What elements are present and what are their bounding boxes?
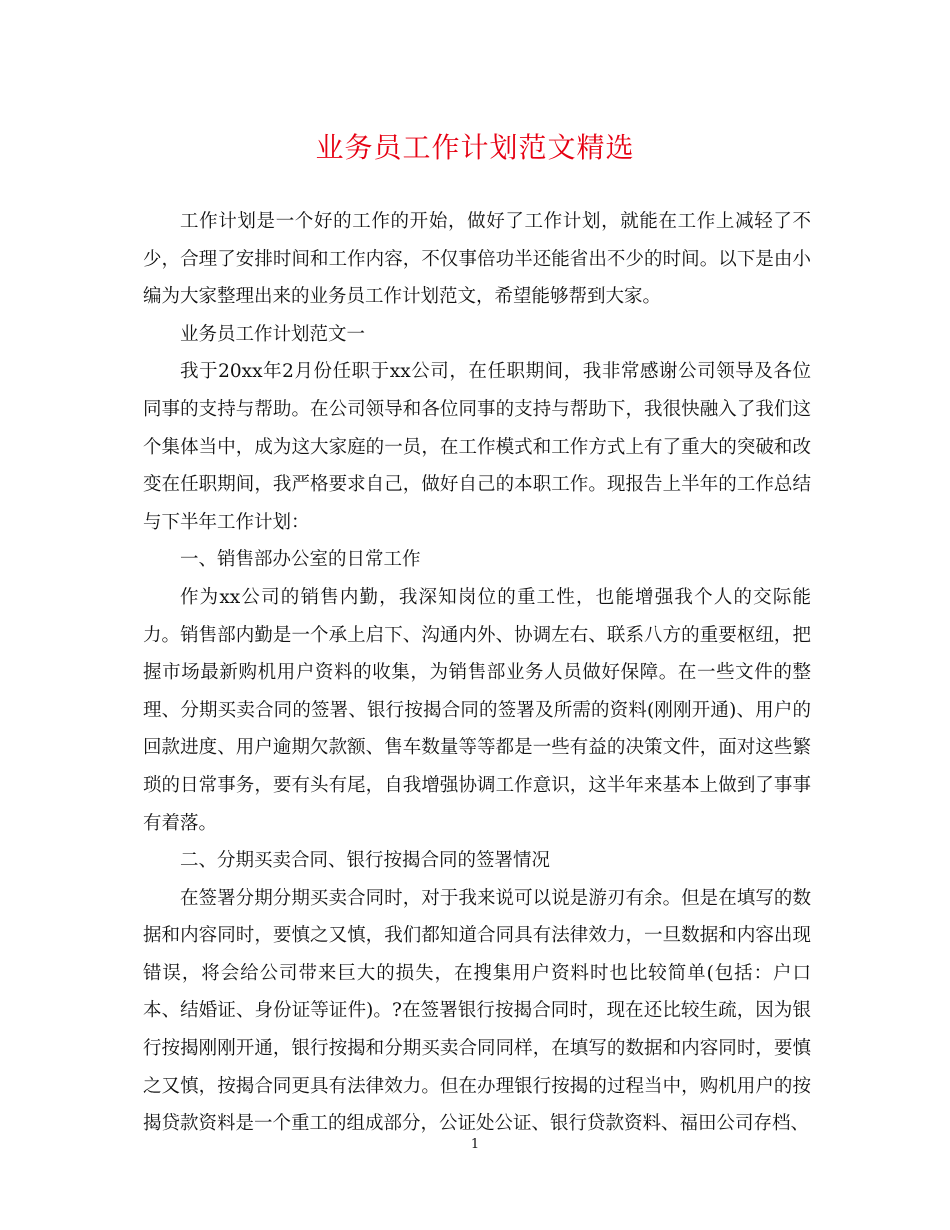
body-paragraph: 作为xx公司的销售内勤，我深知岗位的重工性，也能增强我个人的交际能力。销售部内勤是一个承上启下、沟通内外、协调左右、联系八方的重要枢纽，把握市场最新购机用户资料的收集，为销售部业务人员做好保障。在一些文件的整理、分期买卖合同的签署、银行按揭合同的签署及所需的资料(刚刚开通)、用户的回款进度、用户逾期欠款额、售车数量等等都是一些有益的决策文件，面对这些繁琐的日常事务，要有头有尾，自我增强协调工作意识，这半年来基本上做到了事事有着落。 [143, 586, 811, 834]
body-paragraph: 在签署分期分期买卖合同时，对于我来说可以说是游刃有余。但是在填写的数据和内容同时，要慎之又慎，我们都知道合同具有法律效力，一旦数据和内容出现错误，将会给公司带来巨大的损失，在搜集用户资料时也比较简单(包括：户口本、结婚证、身份证等证件)。?在签署银行按揭合同时，现在还比较生疏，因为银行按揭刚刚开通，银行按揭和分期买卖合同同样，在填写的数据和内容同时，要慎之又慎，按揭合同更具有法律效力。但在办理银行按揭的过程当中，购机用户的按揭贷款资料是一个重工的组成部分，公证处公证、银行贷款资料、福田公司存档、 [143, 887, 811, 1135]
document-body [143, 203, 811, 1143]
body-paragraph: 我于20xx年2月份任职于xx公司，在任职期间，我非常感谢公司领导及各位同事的支持与帮助。在公司领导和各位同事的支持与帮助下，我很快融入了我们这个集体当中，成为这大家庭的一员，在工作模式和工作方式上有了重大的突破和改变在任职期间，我严格要求自己，做好自己的本职工作。现报告上半年的工作总结与下半年工作计划： [143, 361, 811, 533]
intro-paragraph: 工作计划是一个好的工作的开始，做好了工作计划，就能在工作上减轻了不少，合理了安排时间和工作内容，不仅事倍功半还能省出不少的时间。以下是由小编为大家整理出来的业务员工作计划范文，希望能够帮到大家。 [143, 211, 811, 308]
page-number: 1 [470, 1137, 480, 1152]
section-heading-daily-work: 一、销售部办公室的日常工作 [180, 549, 421, 571]
document-title: 业务员工作计划范文精选 [315, 131, 635, 164]
section-heading-contracts: 二、分期买卖合同、银行按揭合同的签署情况 [180, 850, 551, 872]
section-heading-sample-one: 业务员工作计划范文一 [180, 323, 366, 345]
